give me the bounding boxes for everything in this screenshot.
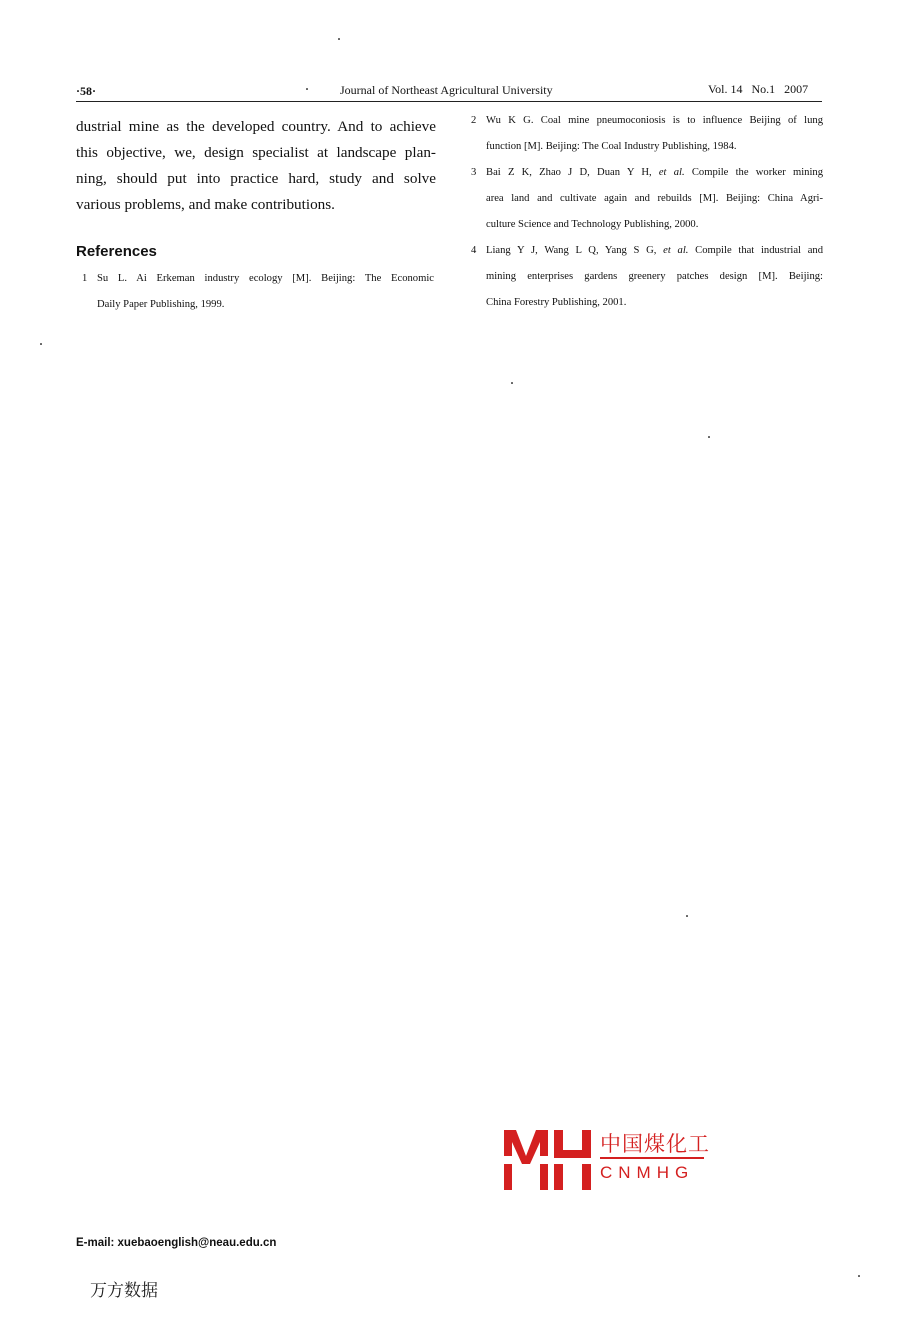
reference-line: mining enterprises gardens greenery patches design [M]. Beijing: (486, 271, 823, 282)
reference-authors: Bai Z K, Zhao J D, Duan Y H, (486, 167, 659, 178)
logo-divider (600, 1157, 704, 1159)
reference-et-al: et al. (658, 167, 685, 178)
body-paragraph (76, 114, 436, 218)
scan-speck (40, 343, 42, 345)
reference-line (486, 160, 823, 186)
header-rule (76, 101, 822, 102)
reference-line: Su L. Ai Erkeman industry ecology [M]. Beijing: The Economic (97, 273, 434, 284)
footer-email: E-mail: xuebaoenglish@neau.edu.cn (76, 1237, 277, 1249)
reference-line: area land and cultivate again and rebuilds [M]. Beijing: China Agri- (486, 193, 823, 204)
scan-speck (306, 88, 308, 90)
scan-speck (338, 38, 340, 40)
scan-speck (511, 382, 513, 384)
logo-text-chinese: 中国煤化工 (600, 1132, 710, 1156)
volume-issue: Vol. 14 No.1 2007 (708, 82, 809, 96)
reference-number: 2 (471, 115, 477, 126)
reference-line: China Forestry Publishing, 2001. (486, 297, 627, 308)
running-head-journal: Journal of Northeast Agricultural University (340, 83, 553, 97)
scan-speck (858, 1275, 860, 1277)
reference-number: 4 (471, 245, 477, 256)
body-line: various problems, and make contributions. (76, 196, 335, 213)
cnmhg-logo-mark (502, 1130, 594, 1190)
references-heading: References (76, 243, 157, 260)
scan-speck (686, 915, 688, 917)
reference-line: culture Science and Technology Publishing, 2000. (486, 219, 699, 230)
watermark-text: 万方数据 (90, 1281, 158, 1301)
reference-line: function [M]. Beijing: The Coal Industry Publishing, 1984. (486, 141, 737, 152)
scan-speck (708, 436, 710, 438)
body-line: ning, should put into practice hard, study and solve (76, 170, 436, 187)
body-line: this objective, we, design specialist at landscape plan- (76, 144, 436, 161)
reference-authors: Liang Y J, Wang L Q, Yang S G, (486, 245, 664, 256)
reference-line (486, 238, 823, 264)
reference-title-start: Compile that industrial and (688, 245, 824, 256)
reference-et-al: et al. (663, 245, 689, 256)
reference-title-start: Compile the worker mining (684, 167, 823, 178)
reference-number: 1 (82, 273, 88, 284)
page-number: ·58· (76, 84, 97, 98)
body-line: dustrial mine as the developed country. And to achieve (76, 118, 436, 135)
reference-number: 3 (471, 167, 477, 178)
logo-text-english: CNMHG (600, 1163, 695, 1182)
reference-line: Wu K G. Coal mine pneumoconiosis is to influence Beijing of lung (486, 115, 823, 126)
reference-line: Daily Paper Publishing, 1999. (97, 299, 225, 310)
